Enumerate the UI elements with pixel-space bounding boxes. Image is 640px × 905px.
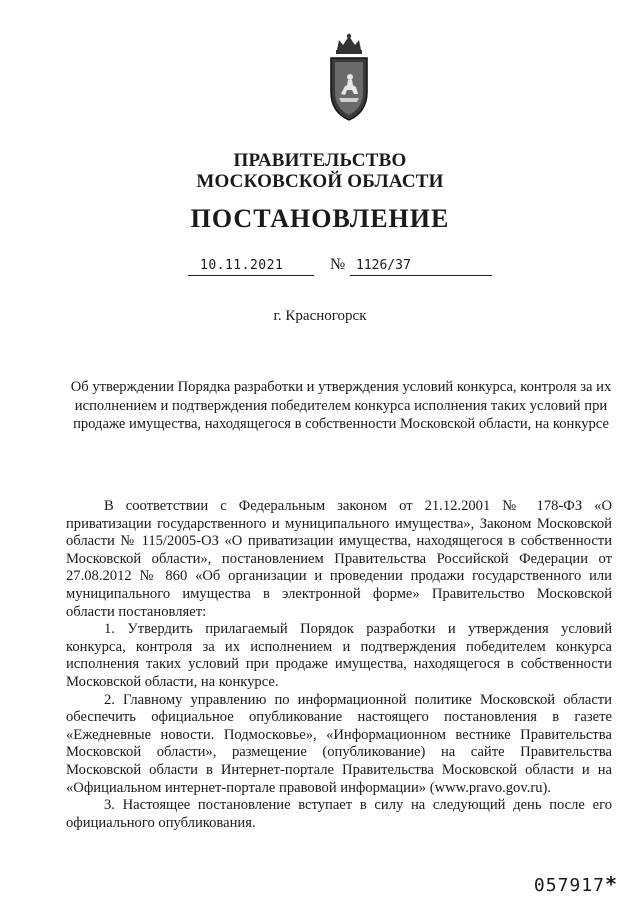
city-name: г. Красногорск bbox=[273, 308, 367, 324]
date-underline bbox=[188, 275, 314, 276]
number-underline bbox=[350, 275, 492, 276]
serial-number: 057917 bbox=[533, 875, 605, 896]
organization-name-line2: МОСКОВСКОЙ ОБЛАСТИ bbox=[196, 171, 444, 192]
coat-of-arms-icon bbox=[323, 32, 375, 124]
preamble-paragraph: В соответствии с Федеральным законом от 21.12.2001 № 178-ФЗ «О приватизации государственного и муниципального имущества», Законом Московской области № 115/2005-ОЗ «О приватизации имущества, находящегося в собственности Московской области», постановлением Правительства Российской Федерации от 27.08.2012 № 860 «Об организации и проведении продажи государственного или муниципального имущества в электронной форме» Правительство Московской области постановляет: bbox=[66, 498, 612, 620]
document-title: Об утверждении Порядка разработки и утверждения условий конкурса, контроля за их исполнением и подтверждения победителем конкурса исполнения таких условий при продаже имущества, находящегося в собственности Московской области, на конкурсе bbox=[70, 379, 612, 432]
document-date: 10.11.2021 bbox=[200, 258, 284, 273]
organization-name-line1: ПРАВИТЕЛЬСТВО bbox=[233, 150, 407, 171]
serial-number-stamp bbox=[534, 872, 618, 896]
document-number: 1126/37 bbox=[356, 258, 411, 273]
document-type: ПОСТАНОВЛЕНИЕ bbox=[190, 204, 450, 233]
serial-mark: * bbox=[604, 872, 618, 896]
item-1-paragraph: 1. Утвердить прилагаемый Порядок разработки и утверждения условий конкурса, контроля за их исполнением и подтверждения победителем конкурса исполнения таких условий при продаже имущества, находящегося в собственности Московской области, на конкурсе. bbox=[66, 621, 612, 690]
number-sign: № bbox=[330, 256, 346, 273]
date-number-line bbox=[0, 258, 640, 282]
item-3-paragraph: 3. Настоящее постановление вступает в силу на следующий день после его официального опубликования. bbox=[66, 797, 612, 831]
item-2-paragraph: 2. Главному управлению по информационной политике Московской области обеспечить официальное опубликование настоящего постановления в газете «Ежедневные новости. Подмосковье», «Информационном вестнике Правительства Московской области», размещение (опубликование) на сайте Правительства Московской области в Интернет-портале Правительства Московской области и на «Официальном интернет-портале правовой информации» (www.pravo.gov.ru). bbox=[66, 691, 612, 796]
document-body bbox=[66, 498, 612, 832]
